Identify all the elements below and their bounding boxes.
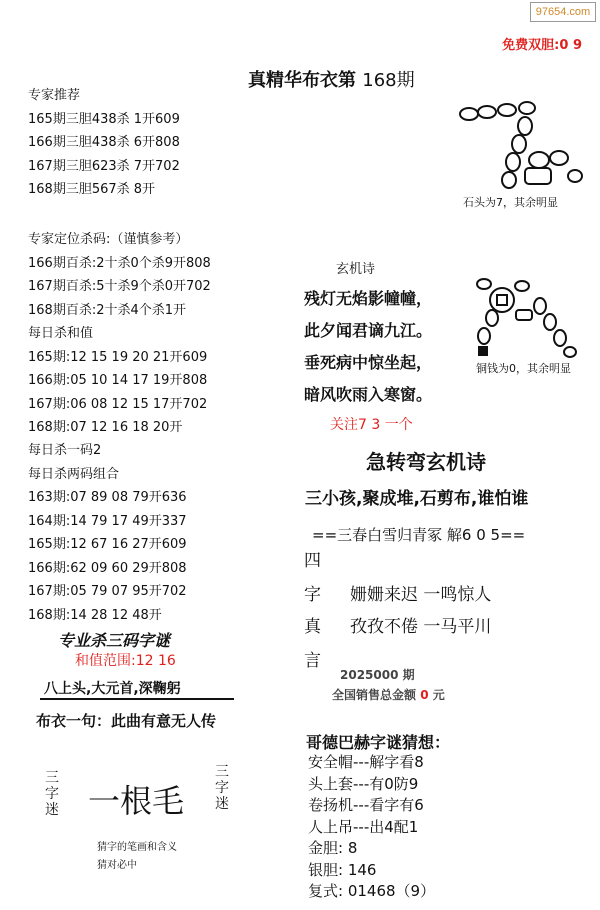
free-double-promo: 免费双胆:0 9 <box>502 38 582 53</box>
position-kill-section <box>28 228 211 440</box>
poem-title: 玄机诗 <box>336 262 376 277</box>
period-label: 2025000 期 <box>340 668 415 682</box>
coins-icon <box>470 270 580 358</box>
list-item: 168期:14 28 12 48开 <box>28 607 162 623</box>
site-watermark: 97654.com <box>530 2 596 22</box>
list-item: 头上套---有0防9 <box>308 774 419 793</box>
list-item: 165期三胆438杀 1开609 <box>28 111 180 127</box>
buyi-sentence: 布衣一句：此曲有意无人传 <box>36 712 217 730</box>
list-item: 166期:62 09 60 29开808 <box>28 560 187 576</box>
list-item: 165期:12 15 19 20 21开609 <box>28 349 208 365</box>
list-item: 167期百杀:5十杀9个杀0开702 <box>28 279 211 294</box>
kill-two-header: 每日杀两码组合 <box>28 466 120 482</box>
poem-line: 此夕闻君谪九江。 <box>304 321 433 340</box>
list-item: 人上吊---出4配1 <box>308 817 419 836</box>
list-item: 164期:14 79 17 49开337 <box>28 513 187 529</box>
riddle-side-left: 三字迷 <box>45 770 59 818</box>
sum-range: 和值范围:12 16 <box>75 653 176 669</box>
riddle-hint-2: 猜对必中 <box>97 860 137 871</box>
kill-one-header: 每日杀一码2 <box>28 443 102 458</box>
list-item: 165期:12 67 16 27开609 <box>28 537 187 552</box>
list-item: 复式: 01468（9） <box>308 882 436 900</box>
list-item: 167期:05 79 07 95开702 <box>28 584 187 599</box>
goldbach-title: 哥德巴赫字谜猜想： <box>306 733 451 752</box>
sales-unit: 元 <box>432 688 445 702</box>
spring-snow-line: ==三春白雪归青冢 解6 0 5== <box>312 526 526 544</box>
stones-caption: 石头为7，其余明显 <box>463 196 558 209</box>
list-item: 168期三胆567杀 8开 <box>28 182 156 197</box>
four-char: 言 <box>304 651 321 671</box>
poem-line: 暗风吹雨入寒窗。 <box>304 385 433 404</box>
page-title <box>248 66 415 92</box>
position-kill-header: 专家定位杀码:（谨慎参考） <box>28 232 189 247</box>
expert-header: 专家推荐 <box>28 88 81 103</box>
divider <box>40 698 234 700</box>
goldbach-list <box>308 752 435 903</box>
phrase-row: 姗姗来迟 一鸣惊人 <box>350 585 492 605</box>
riddle-line: 八上头,大元首,深鞠躬 <box>44 681 181 697</box>
list-item: 167期三胆623杀 7开702 <box>28 158 180 174</box>
expert-section <box>28 84 180 202</box>
four-char: 四 <box>304 551 321 571</box>
list-item: 银胆: 146 <box>308 860 377 879</box>
list-item: 168期:07 12 16 18 20开 <box>28 420 183 435</box>
title-issue: 168期 <box>362 70 415 91</box>
four-char: 字 <box>304 585 321 605</box>
list-item: 金胆: 8 <box>308 839 358 857</box>
phrase-row: 孜孜不倦 一马平川 <box>350 617 492 637</box>
list-item: 166期三胆438杀 6开808 <box>28 135 180 150</box>
poem-line: 垂死病中惊坐起， <box>304 353 433 372</box>
poem-line: 残灯无焰影幢幢， <box>304 289 433 308</box>
list-item: 166期百杀:2十杀0个杀9开808 <box>28 255 211 271</box>
turn-title: 急转弯玄机诗 <box>366 450 486 474</box>
four-char: 真 <box>304 617 321 637</box>
coins-caption: 铜钱为0，其余明显 <box>476 362 571 375</box>
sales-label: 全国销售总金额 <box>332 688 417 702</box>
list-item: 安全帽---解字看8 <box>308 753 424 771</box>
list-item: 167期:06 08 12 15 17开702 <box>28 396 208 412</box>
list-item: 168期百杀:2十杀4个杀1开 <box>28 302 187 318</box>
list-item: 卷扬机---看字有6 <box>308 796 424 814</box>
list-item: 166期:05 10 14 17 19开808 <box>28 373 208 388</box>
daily-sum-header: 每日杀和值 <box>28 326 94 341</box>
kill-one-section <box>28 439 187 627</box>
title-text: 真精华布衣第 <box>248 70 356 91</box>
turn-line: 三小孩,聚成堆,石剪布,谁怕谁 <box>305 489 529 509</box>
riddle-word: 一根毛 <box>88 782 185 820</box>
list-item: 163期:07 89 08 79开636 <box>28 490 187 505</box>
sales-total <box>332 686 445 703</box>
three-code-title: 专业杀三码字谜 <box>58 631 171 650</box>
sales-value: 0 <box>420 688 429 702</box>
riddle-side-right: 三字迷 <box>215 764 229 812</box>
follow-note: 关注7 3 一个 <box>330 417 413 433</box>
riddle-hint: 猜字的笔画和含义 <box>97 842 177 853</box>
stones-icon <box>455 100 585 192</box>
